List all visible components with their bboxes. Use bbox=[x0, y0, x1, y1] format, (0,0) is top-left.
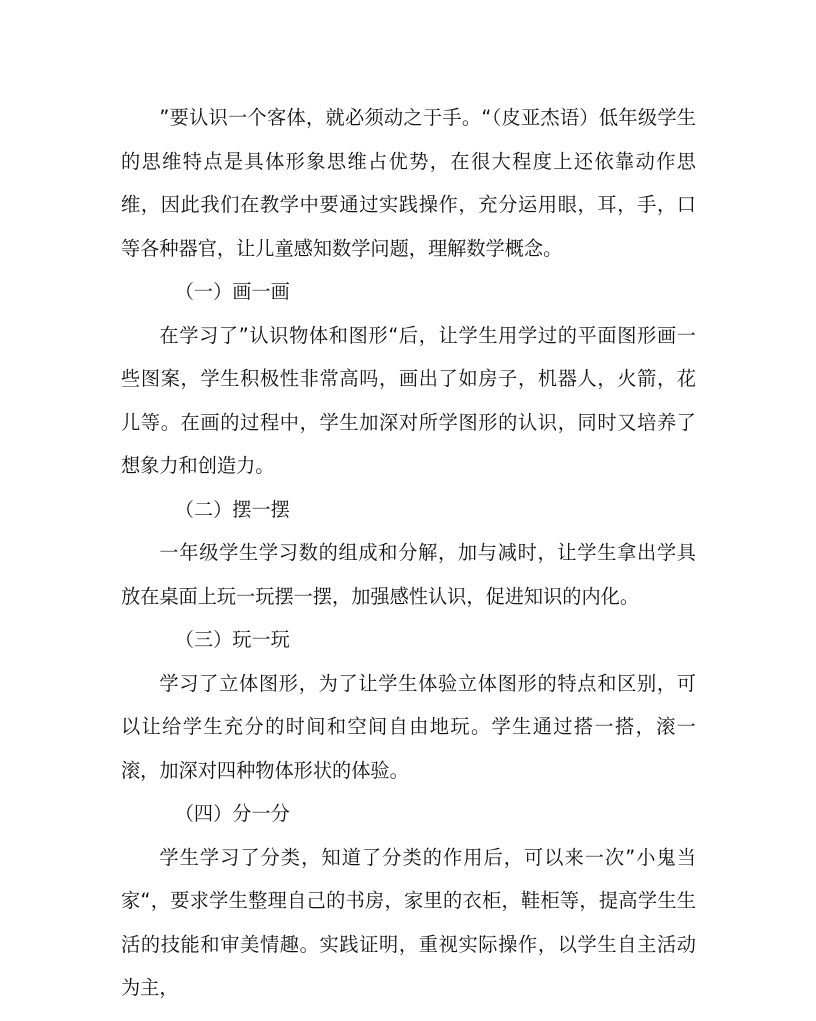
paragraph-intro: ”要认识一个客体，就必须动之于手。“（皮亚杰语）低年级学生的思维特点是具体形象思维占优势，在很大程度上还依靠动作思维，因此我们在教学中要通过实践操作，充分运用眼，耳，手，口等各种器官，让儿童感知数学问题，理解数学概念。 bbox=[121, 106, 696, 260]
paragraph-sort: 学生学习了分类，知道了分类的作用后，可以来一次”小鬼当家“，要求学生整理自己的书房，家里的衣柜，鞋柜等，提高学生生活的技能和审美情趣。实践证明，重视实际操作，以学生自主活动为主， bbox=[121, 845, 696, 999]
section-heading-draw: （一）画一画 bbox=[174, 280, 290, 303]
paragraph-draw: 在学习了”认识物体和图形“后，让学生用学过的平面图形画一些图案，学生积极性非常高吗，画出了如房子，机器人，火箭，花儿等。在画的过程中，学生加深对所学图形的认识，同时又培养了想象力和创造力。 bbox=[121, 323, 696, 477]
section-heading-sort: （四）分一分 bbox=[174, 802, 290, 825]
section-heading-arrange: （二）摆一摆 bbox=[174, 497, 290, 521]
paragraph-arrange: 一年级学生学习数的组成和分解，加与减时，让学生拿出学具放在桌面上玩一玩摆一摆，加强感性认识，促进知识的内化。 bbox=[121, 541, 696, 608]
document-body bbox=[121, 96, 696, 1010]
section-heading-play: （三）玩一玩 bbox=[174, 628, 290, 651]
paragraph-play: 学习了立体图形，为了让学生体验立体图形的特点和区别，可以让给学生充分的时间和空间自由地玩。学生通过搭一搭，滚一滚，加深对四种物体形状的体验。 bbox=[121, 671, 696, 782]
